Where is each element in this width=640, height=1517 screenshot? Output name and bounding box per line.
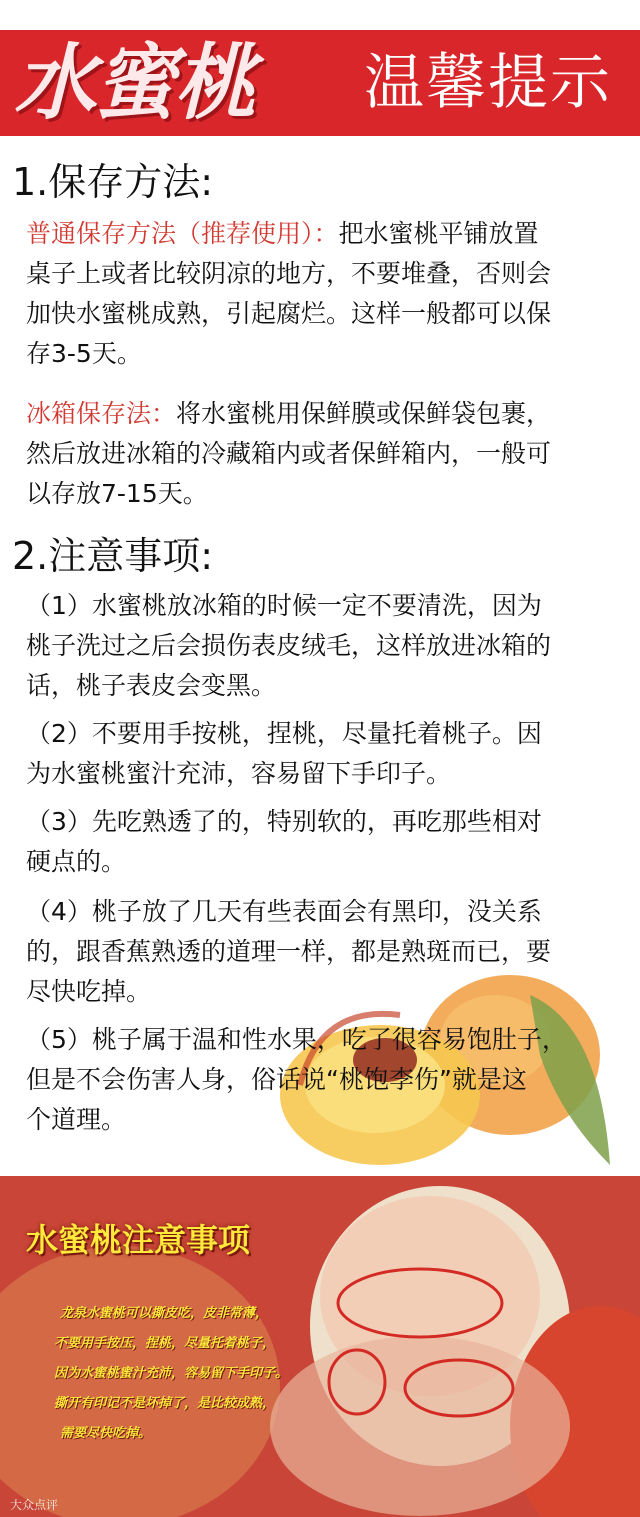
normal-storage-label: 普通保存方法（推荐使用）： [26, 219, 339, 248]
photo-line-4: 撕开有印记不是坏掉了，是比较成熟， [54, 1396, 276, 1411]
note-1-line1: （1）水蜜桃放冰箱的时候一定不要清洗，因为 [26, 591, 542, 620]
note-1 [26, 586, 616, 706]
fridge-storage-paragraph [26, 394, 616, 514]
watermark: 大众点评 [10, 1498, 59, 1512]
photo-line-1: 龙泉水蜜桃可以撕皮吃，皮非常薄， [60, 1306, 269, 1321]
note-4-line1: （4）桃子放了几天有些表面会有黑印，没关系 [26, 897, 542, 926]
photo-line-2: 不要用手按压，捏桃，尽量托着桃子， [54, 1336, 276, 1351]
note-1-line2: 桃子洗过之后会损伤表皮绒毛，这样放进冰箱的 [26, 631, 552, 660]
note-3-line1: （3）先吃熟透了的，特别软的，再吃那些相对 [26, 807, 542, 836]
fridge-storage-line1: 将水蜜桃用保鲜膜或保鲜袋包裹， [176, 399, 552, 428]
note-2 [26, 714, 616, 794]
note-2-line1: （2）不要用手按桃，捏桃，尽量托着桃子。因 [26, 719, 542, 748]
header-banner [0, 30, 640, 136]
photo-line-5: 需要尽快吃掉。 [60, 1426, 152, 1441]
note-5-line1: （5）桃子属于温和性水果，吃了很容易饱肚子， [26, 1025, 567, 1054]
note-3 [26, 802, 616, 882]
note-5 [26, 1020, 616, 1140]
normal-storage-line4: 存3-5天。 [26, 339, 142, 368]
fridge-storage-label: 冰箱保存法： [26, 399, 177, 428]
note-3-line2: 硬点的。 [26, 847, 127, 876]
note-1-line3: 话，桃子表皮会变黑。 [26, 671, 277, 700]
normal-storage-line2: 桌子上或者比较阴凉的地方，不要堆叠，否则会 [26, 259, 552, 288]
normal-storage-line1: 把水蜜桃平铺放置 [338, 219, 539, 248]
note-4 [26, 892, 616, 1012]
section1-heading: 1.保存方法: [12, 160, 214, 204]
note-4-line3: 尽快吃掉。 [26, 977, 152, 1006]
note-5-line2: 但是不会伤害人身，俗话说“桃饱李伤”就是这 [26, 1065, 527, 1094]
photo-line-3: 因为水蜜桃蜜汁充沛，容易留下手印子。 [54, 1366, 289, 1381]
note-4-line2: 的，跟香蕉熟透的道理一样，都是熟斑而已，要 [26, 937, 552, 966]
normal-storage-paragraph [26, 214, 616, 374]
photo-title: 水蜜桃注意事项 [26, 1221, 251, 1259]
normal-storage-line3: 加快水蜜桃成熟，引起腐烂。这样一般都可以保 [26, 299, 552, 328]
peach-photo [0, 1176, 640, 1517]
header-title-sub: 温馨提示 [364, 48, 612, 118]
fridge-storage-line3: 以存放7-15天。 [26, 479, 208, 508]
note-5-line3: 个道理。 [26, 1105, 127, 1134]
fridge-storage-line2: 然后放进冰箱的冷藏箱内或者保鲜箱内，一般可 [26, 439, 552, 468]
note-2-line2: 为水蜜桃蜜汁充沛，容易留下手印子。 [26, 759, 452, 788]
header-title-big: 水蜜桃 [14, 35, 254, 131]
section2-heading: 2.注意事项: [12, 534, 214, 578]
